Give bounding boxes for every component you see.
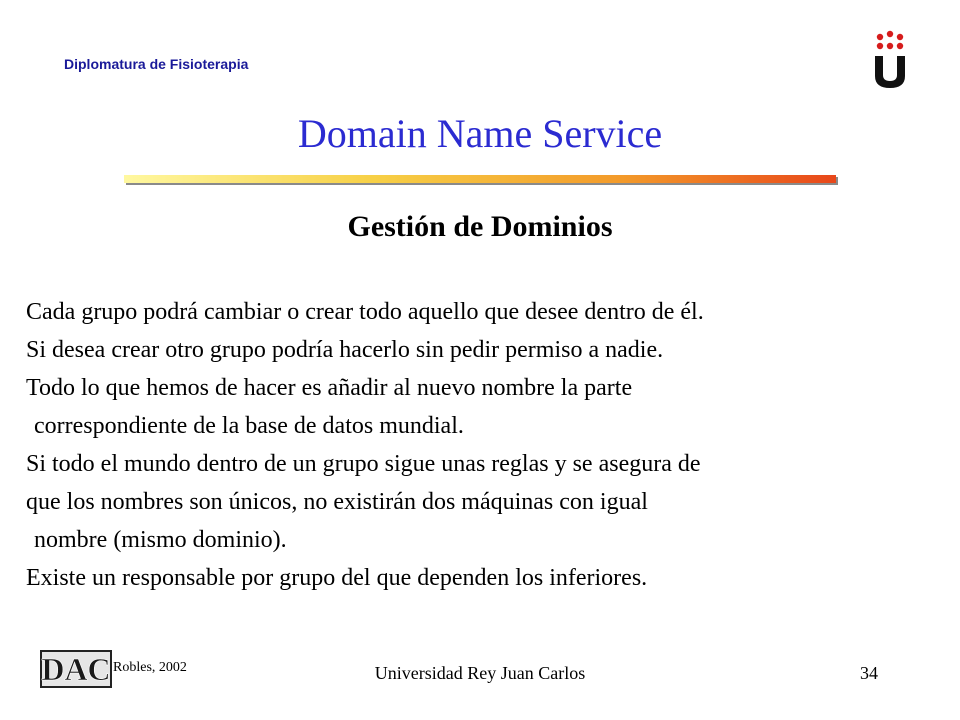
- logo-dot: [877, 43, 883, 49]
- university-logo: [868, 30, 912, 92]
- title-divider: [124, 175, 836, 183]
- slide-subtitle: Gestión de Dominios: [347, 210, 613, 243]
- body-line: que los nombres son únicos, no existirán dos máquinas con igual: [26, 489, 648, 515]
- body-line: Si todo el mundo dentro de un grupo sigue unas reglas y se asegura de: [26, 451, 701, 477]
- course-name: Diplomatura de Fisioterapia: [64, 56, 249, 72]
- body-line: Si desea crear otro grupo podría hacerlo sin pedir permiso a nadie.: [26, 337, 664, 363]
- body-line: nombre (mismo dominio).: [34, 527, 287, 553]
- logo-dot: [897, 43, 903, 49]
- slide-title: Domain Name Service: [297, 111, 663, 156]
- logo-u-shape: [875, 56, 905, 88]
- logo-dot: [897, 34, 903, 40]
- logo-dot: [887, 31, 893, 37]
- body-line: Existe un responsable por grupo del que dependen los inferiores.: [26, 565, 648, 591]
- body-line: Cada grupo podrá cambiar o crear todo aquello que desee dentro de él.: [26, 299, 704, 325]
- logo-dot: [887, 43, 893, 49]
- page-number: 34: [860, 663, 878, 683]
- slide-body: [26, 293, 946, 597]
- body-line: correspondiente de la base de datos mundial.: [34, 413, 464, 439]
- footer-university: Universidad Rey Juan Carlos: [374, 663, 586, 683]
- logo-dot: [877, 34, 883, 40]
- footer-author: Robles, 2002: [113, 660, 187, 675]
- body-line: Todo lo que hemos de hacer es añadir al nuevo nombre la parte: [26, 375, 633, 401]
- dac-logo-text: DAC: [41, 651, 111, 687]
